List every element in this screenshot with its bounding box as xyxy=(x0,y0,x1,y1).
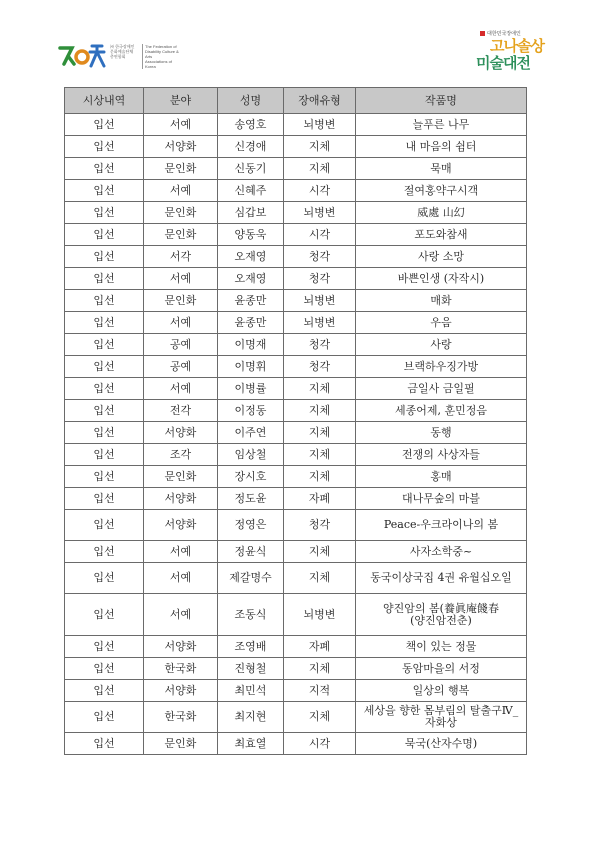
cell-disability-type: 지체 xyxy=(284,541,356,563)
cell-name: 최효열 xyxy=(218,733,284,755)
cell-field: 문인화 xyxy=(144,224,218,246)
cell-disability-type: 지체 xyxy=(284,658,356,680)
cell-field: 서예 xyxy=(144,180,218,202)
cell-field: 전각 xyxy=(144,400,218,422)
cell-name: 진형철 xyxy=(218,658,284,680)
cell-field: 공예 xyxy=(144,356,218,378)
exhibition-logo-title xyxy=(476,38,556,72)
cell-disability-type: 지적 xyxy=(284,680,356,702)
cell-work-title: 전쟁의 사상자들 xyxy=(356,444,527,466)
table-row xyxy=(65,444,527,466)
table-row xyxy=(65,136,527,158)
cell-name: 송영호 xyxy=(218,114,284,136)
cell-disability-type: 지체 xyxy=(284,378,356,400)
cell-field: 조각 xyxy=(144,444,218,466)
cell-work-title: 양진암의 봄(養眞庵餞春(양진암전춘) xyxy=(356,594,527,636)
header-award: 시상내역 xyxy=(65,88,144,114)
cell-name: 이병률 xyxy=(218,378,284,400)
cell-field: 문인화 xyxy=(144,733,218,755)
cell-award: 입선 xyxy=(65,594,144,636)
table-row xyxy=(65,702,527,733)
cell-name: 양동욱 xyxy=(218,224,284,246)
cell-name: 오재영 xyxy=(218,268,284,290)
cell-field: 서양화 xyxy=(144,422,218,444)
cell-name: 이명휘 xyxy=(218,356,284,378)
cell-name: 윤종만 xyxy=(218,290,284,312)
cell-field: 서예 xyxy=(144,268,218,290)
federation-logo xyxy=(58,40,178,76)
exhibition-logo-title-line1: 고나솔상 xyxy=(490,37,544,55)
cell-field: 서예 xyxy=(144,563,218,594)
table-row xyxy=(65,422,527,444)
cell-disability-type: 시각 xyxy=(284,224,356,246)
cell-work-title: 금일사 금일필 xyxy=(356,378,527,400)
cell-work-title: 대나무숲의 마블 xyxy=(356,488,527,510)
table-row xyxy=(65,268,527,290)
federation-logo-mark-icon xyxy=(58,40,106,72)
federation-name-english: The Federation of Disability Culture & Arts Associations of Korea xyxy=(142,44,185,69)
cell-award: 입선 xyxy=(65,680,144,702)
cell-work-title: 홍매 xyxy=(356,466,527,488)
cell-work-title: 포도와참새 xyxy=(356,224,527,246)
header-name: 성명 xyxy=(218,88,284,114)
cell-disability-type: 지체 xyxy=(284,422,356,444)
cell-work-title: 늘푸른 나무 xyxy=(356,114,527,136)
table-row xyxy=(65,563,527,594)
header-field: 분야 xyxy=(144,88,218,114)
cell-name: 최지현 xyxy=(218,702,284,733)
cell-field: 문인화 xyxy=(144,158,218,180)
cell-field: 문인화 xyxy=(144,466,218,488)
cell-field: 서양화 xyxy=(144,488,218,510)
cell-work-title: 매화 xyxy=(356,290,527,312)
cell-disability-type: 뇌병변 xyxy=(284,594,356,636)
table-row xyxy=(65,594,527,636)
cell-award: 입선 xyxy=(65,422,144,444)
cell-award: 입선 xyxy=(65,268,144,290)
cell-award: 입선 xyxy=(65,563,144,594)
table-header-row xyxy=(65,88,527,114)
cell-award: 입선 xyxy=(65,312,144,334)
cell-award: 입선 xyxy=(65,334,144,356)
header-disability-type: 장애유형 xyxy=(284,88,356,114)
cell-award: 입선 xyxy=(65,541,144,563)
cell-disability-type: 뇌병변 xyxy=(284,202,356,224)
cell-disability-type: 청각 xyxy=(284,334,356,356)
cell-name: 신동기 xyxy=(218,158,284,180)
table-row xyxy=(65,180,527,202)
cell-work-title: 일상의 행복 xyxy=(356,680,527,702)
cell-award: 입선 xyxy=(65,702,144,733)
table-row xyxy=(65,246,527,268)
cell-disability-type: 뇌병변 xyxy=(284,114,356,136)
cell-disability-type: 지체 xyxy=(284,400,356,422)
cell-work-title: 책이 있는 정물 xyxy=(356,636,527,658)
cell-disability-type: 자폐 xyxy=(284,488,356,510)
cell-name: 신혜주 xyxy=(218,180,284,202)
cell-name: 심갑보 xyxy=(218,202,284,224)
cell-disability-type: 자폐 xyxy=(284,636,356,658)
cell-field: 서예 xyxy=(144,594,218,636)
table-row xyxy=(65,680,527,702)
cell-disability-type: 뇌병변 xyxy=(284,290,356,312)
table-row xyxy=(65,312,527,334)
cell-award: 입선 xyxy=(65,510,144,541)
cell-disability-type: 청각 xyxy=(284,268,356,290)
cell-work-title: Peace-우크라이나의 봄 xyxy=(356,510,527,541)
federation-name-korean: ㈔ 한국장애인 문화예술단체 총연합회 xyxy=(110,44,135,59)
cell-name: 이정동 xyxy=(218,400,284,422)
table-row xyxy=(65,488,527,510)
table-row xyxy=(65,733,527,755)
table-row xyxy=(65,224,527,246)
cell-work-title: 세종어제, 훈민정음 xyxy=(356,400,527,422)
table-row xyxy=(65,158,527,180)
cell-field: 서예 xyxy=(144,312,218,334)
cell-name: 제갈명수 xyxy=(218,563,284,594)
cell-disability-type: 지체 xyxy=(284,136,356,158)
cell-award: 입선 xyxy=(65,202,144,224)
cell-work-title: 우음 xyxy=(356,312,527,334)
cell-disability-type: 지체 xyxy=(284,158,356,180)
cell-award: 입선 xyxy=(65,224,144,246)
cell-field: 서양화 xyxy=(144,636,218,658)
cell-field: 공예 xyxy=(144,334,218,356)
cell-award: 입선 xyxy=(65,246,144,268)
cell-work-title: 세상을 향한 몸부림의 탈출구Ⅳ_자화상 xyxy=(356,702,527,733)
table-row xyxy=(65,334,527,356)
cell-field: 한국화 xyxy=(144,702,218,733)
cell-award: 입선 xyxy=(65,636,144,658)
cell-field: 문인화 xyxy=(144,290,218,312)
header-work-title: 작품명 xyxy=(356,88,527,114)
cell-name: 임상철 xyxy=(218,444,284,466)
cell-award: 입선 xyxy=(65,733,144,755)
table-row xyxy=(65,114,527,136)
cell-field: 서예 xyxy=(144,114,218,136)
cell-work-title: 동국이상국집 4권 유월십오일 xyxy=(356,563,527,594)
cell-work-title: 威處 山幻 xyxy=(356,202,527,224)
cell-award: 입선 xyxy=(65,488,144,510)
cell-name: 장시호 xyxy=(218,466,284,488)
cell-field: 서각 xyxy=(144,246,218,268)
exhibition-logo-title-line2: 미술대전 xyxy=(476,54,530,72)
cell-disability-type: 청각 xyxy=(284,510,356,541)
table-row xyxy=(65,636,527,658)
cell-name: 이주연 xyxy=(218,422,284,444)
cell-field: 서예 xyxy=(144,541,218,563)
cell-field: 서예 xyxy=(144,378,218,400)
cell-disability-type: 청각 xyxy=(284,246,356,268)
cell-name: 윤종만 xyxy=(218,312,284,334)
cell-work-title: 사랑 소망 xyxy=(356,246,527,268)
cell-field: 서양화 xyxy=(144,680,218,702)
cell-field: 서양화 xyxy=(144,136,218,158)
table-row xyxy=(65,510,527,541)
cell-name: 조영배 xyxy=(218,636,284,658)
cell-disability-type: 지체 xyxy=(284,563,356,594)
cell-award: 입선 xyxy=(65,356,144,378)
cell-work-title: 묵매 xyxy=(356,158,527,180)
cell-name: 신경애 xyxy=(218,136,284,158)
cell-award: 입선 xyxy=(65,378,144,400)
cell-name: 조동식 xyxy=(218,594,284,636)
cell-name: 정윤식 xyxy=(218,541,284,563)
cell-disability-type: 청각 xyxy=(284,356,356,378)
cell-work-title: 사랑 xyxy=(356,334,527,356)
cell-award: 입선 xyxy=(65,114,144,136)
table-row xyxy=(65,378,527,400)
cell-field: 서양화 xyxy=(144,510,218,541)
cell-disability-type: 지체 xyxy=(284,702,356,733)
cell-award: 입선 xyxy=(65,466,144,488)
cell-work-title: 사자소학중~ xyxy=(356,541,527,563)
cell-award: 입선 xyxy=(65,290,144,312)
cell-disability-type: 지체 xyxy=(284,444,356,466)
cell-work-title: 내 마음의 쉼터 xyxy=(356,136,527,158)
exhibition-logo-subtitle: 대한민국장애인 xyxy=(480,30,521,37)
cell-field: 한국화 xyxy=(144,658,218,680)
cell-work-title: 브랙하우징가방 xyxy=(356,356,527,378)
cell-award: 입선 xyxy=(65,400,144,422)
cell-disability-type: 시각 xyxy=(284,180,356,202)
table-row xyxy=(65,356,527,378)
cell-work-title: 바쁜인생 (자작시) xyxy=(356,268,527,290)
cell-award: 입선 xyxy=(65,180,144,202)
cell-work-title: 묵국(산자수명) xyxy=(356,733,527,755)
table-row xyxy=(65,658,527,680)
cell-name: 오재영 xyxy=(218,246,284,268)
cell-work-title: 동암마을의 서정 xyxy=(356,658,527,680)
cell-award: 입선 xyxy=(65,658,144,680)
cell-name: 정영은 xyxy=(218,510,284,541)
table-row xyxy=(65,202,527,224)
cell-award: 입선 xyxy=(65,158,144,180)
cell-work-title: 동행 xyxy=(356,422,527,444)
cell-name: 이명재 xyxy=(218,334,284,356)
exhibition-logo xyxy=(476,30,556,78)
cell-disability-type: 시각 xyxy=(284,733,356,755)
table-row xyxy=(65,466,527,488)
cell-award: 입선 xyxy=(65,136,144,158)
table-row xyxy=(65,541,527,563)
cell-name: 최민석 xyxy=(218,680,284,702)
cell-award: 입선 xyxy=(65,444,144,466)
table-row xyxy=(65,290,527,312)
table-row xyxy=(65,400,527,422)
award-results-table xyxy=(64,87,527,755)
cell-work-title: 절여홍약구시객 xyxy=(356,180,527,202)
cell-disability-type: 뇌병변 xyxy=(284,312,356,334)
cell-field: 문인화 xyxy=(144,202,218,224)
cell-name: 정도윤 xyxy=(218,488,284,510)
cell-disability-type: 지체 xyxy=(284,466,356,488)
